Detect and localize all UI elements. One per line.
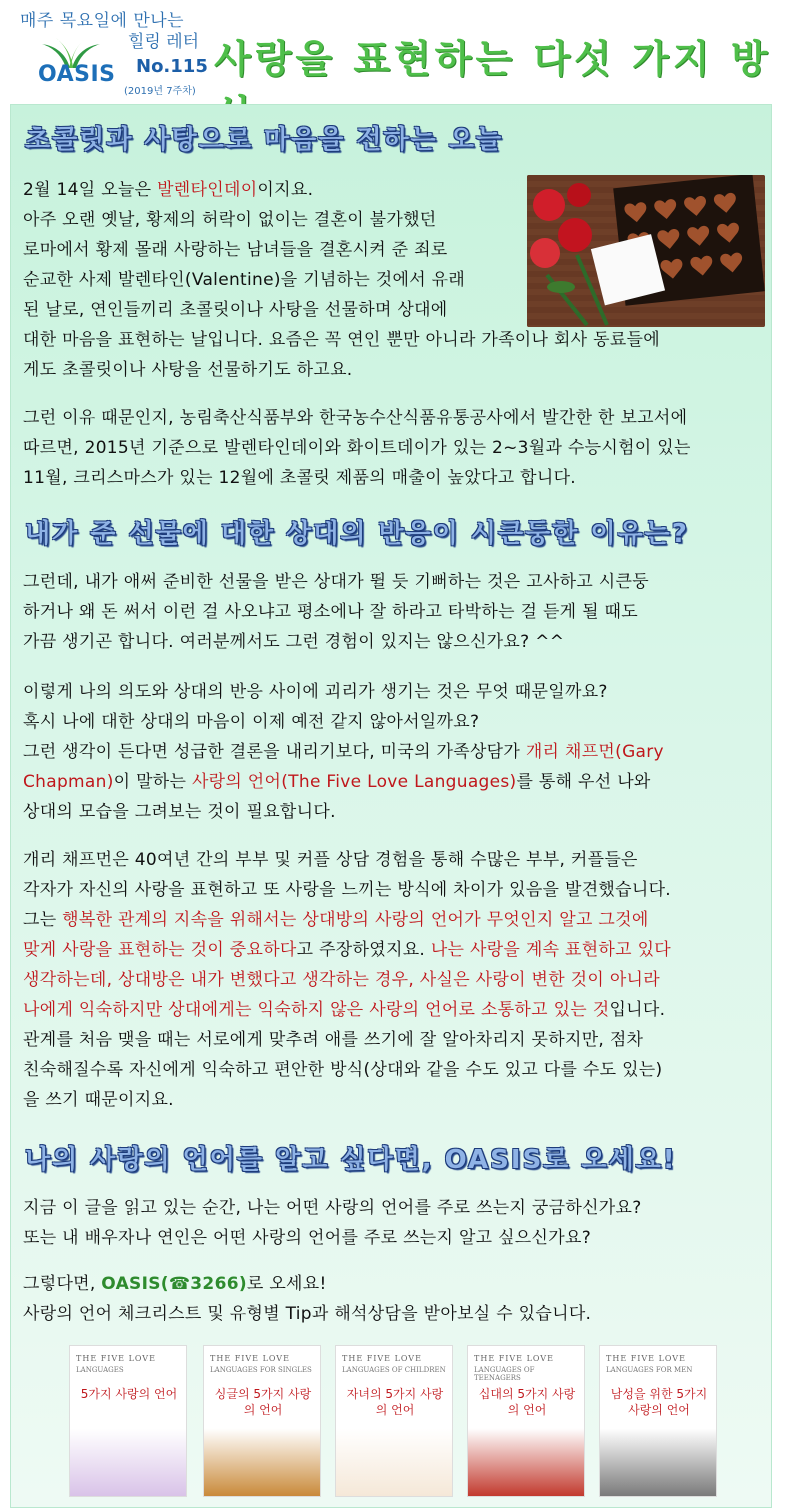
book-cover <box>69 1345 187 1497</box>
text-line <box>23 403 765 433</box>
text-segment: 그는 <box>23 910 63 930</box>
section-title-1: 초콜릿과 사탕으로 마음을 전하는 오늘 <box>25 125 504 155</box>
text-line <box>23 1025 765 1055</box>
text-segment: 관계를 처음 맺을 때는 서로에게 맞추려 애를 쓰기에 잘 알아차리지 못하지만, 점차 <box>23 1030 644 1050</box>
book-series-label: THE FIVE LOVE <box>76 1354 156 1363</box>
book-title: 자녀의 5가지 사랑의 언어 <box>346 1387 444 1417</box>
text-line <box>23 905 765 935</box>
book-title: 싱글의 5가지 사랑의 언어 <box>214 1387 312 1417</box>
text-line <box>23 295 765 325</box>
book-series-label-2: LANGUAGES OF CHILDREN <box>342 1366 446 1374</box>
text-segment: 상대의 모습을 그려보는 것이 필요합니다. <box>23 802 336 822</box>
logo-text: OASIS <box>38 62 116 87</box>
text-segment: OASIS(☎3266) <box>101 1274 247 1294</box>
text-segment: 따르면, 2015년 기준으로 발렌타인데이와 화이트데이가 있는 2~3월과 수능시험이 있는 <box>23 438 691 458</box>
text-segment: 맞게 사랑을 표현하는 것이 중요하다 <box>23 940 297 960</box>
book-cover <box>203 1345 321 1497</box>
book-cover <box>335 1345 453 1497</box>
book-title: 십대의 5가지 사랑의 언어 <box>478 1387 576 1417</box>
text-segment: 이 말하는 <box>113 772 192 792</box>
text-segment: 그런 생각이 든다면 성급한 결론을 내리기보다, 미국의 가족상담가 <box>23 742 526 762</box>
text-line <box>23 965 765 995</box>
text-segment: 친숙해질수록 자신에게 익숙하고 편안한 방식(상대와 같을 수도 있고 다를 수도 있는) <box>23 1060 663 1080</box>
text-segment: 그렇다면, <box>23 1274 102 1294</box>
text-line <box>23 597 765 627</box>
section-1-paragraph-1 <box>23 175 765 385</box>
section-2-paragraph-1 <box>23 567 765 657</box>
text-segment: 고 주장하였지요. <box>296 940 431 960</box>
section-2-paragraph-3 <box>23 845 765 1115</box>
text-line <box>23 1269 765 1299</box>
text-segment: 이지요. <box>257 180 314 200</box>
text-line <box>23 567 765 597</box>
text-segment: 하거나 왜 돈 써서 이런 걸 사오냐고 평소에나 잘 하라고 타박하는 걸 듣게 될 때도 <box>23 602 638 622</box>
text-segment: 그런 이유 때문인지, 농림축산식품부와 한국농수산식품유통공사에서 발간한 한 보고서에 <box>23 408 688 428</box>
book-series-label: THE FIVE LOVE <box>342 1354 422 1363</box>
book-series-label: THE FIVE LOVE <box>606 1354 686 1363</box>
text-line <box>23 1055 765 1085</box>
text-segment: Chapman) <box>23 772 114 792</box>
text-segment: 로마에서 황제 몰래 사랑하는 남녀들을 결혼시켜 준 죄로 <box>23 240 448 260</box>
text-line <box>23 175 765 205</box>
text-segment: 대한 마음을 표현하는 날입니다. 요즘은 꼭 연인 뿐만 아니라 가족이나 회사 동료들에 <box>23 330 660 350</box>
text-segment: 사랑의 언어 체크리스트 및 유형별 Tip과 해석상담을 받아보실 수 있습니다. <box>23 1304 592 1324</box>
text-segment: 행복한 관계의 지속을 위해서는 상대방의 사랑의 언어가 무엇인지 알고 그것에 <box>62 910 649 930</box>
section-1-paragraph-2 <box>23 403 765 493</box>
text-line <box>23 737 765 767</box>
issue-number: No.115 <box>136 56 208 77</box>
text-line <box>23 797 765 827</box>
book-series-label-2: LANGUAGES FOR SINGLES <box>210 1366 312 1374</box>
book-series-label: THE FIVE LOVE <box>474 1354 554 1363</box>
issue-date: (2019년 7주차) <box>124 86 196 97</box>
book-cover <box>599 1345 717 1497</box>
book-series-label-2: LANGUAGES FOR MEN <box>606 1366 693 1374</box>
text-line <box>23 433 765 463</box>
oasis-logo <box>26 32 116 92</box>
text-segment: 가끔 생기곤 합니다. 여러분께서도 그런 경험이 있지는 않으신가요? ^^ <box>23 632 565 652</box>
text-segment: 지금 이 글을 읽고 있는 순간, 나는 어떤 사랑의 언어를 주로 쓰는지 궁금하신가요? <box>23 1198 642 1218</box>
page-title: 사랑을 표현하는 다섯 가지 방 <box>214 37 772 81</box>
section-3-paragraph-2 <box>23 1269 765 1329</box>
section-2-paragraph-2 <box>23 677 765 827</box>
text-line <box>23 1223 765 1253</box>
book-series-label: THE FIVE LOVE <box>210 1354 290 1363</box>
text-line <box>23 767 765 797</box>
text-segment: 각자가 자신의 사랑을 표현하고 또 사랑을 느끼는 방식에 차이가 있음을 발견했습니다. <box>23 880 672 900</box>
section-title-3: 나의 사랑의 언어를 알고 싶다면, OASIS로 오세요! <box>25 1145 677 1175</box>
text-segment: 게도 초콜릿이나 사탕을 선물하기도 하고요. <box>23 360 353 380</box>
content-panel <box>10 104 772 1508</box>
text-segment: 아주 오랜 옛날, 황제의 허락이 없이는 결혼이 불가했던 <box>23 210 437 230</box>
header-line2: 힐링 레터 <box>128 32 200 52</box>
text-segment: 혹시 나에 대한 상대의 마음이 이제 예전 같지 않아서일까요? <box>23 712 480 732</box>
text-segment: 이렇게 나의 의도와 상대의 반응 사이에 괴리가 생기는 것은 무엇 때문일까요? <box>23 682 608 702</box>
book-series-label-2: LANGUAGES <box>76 1366 124 1374</box>
text-line <box>23 1193 765 1223</box>
text-segment: 개리 채프먼은 40여년 간의 부부 및 커플 상담 경험을 통해 수많은 부부, 커플들은 <box>23 850 638 870</box>
text-segment: 2월 14일 오늘은 <box>23 180 158 200</box>
book-title: 5가지 사랑의 언어 <box>80 1387 178 1401</box>
text-line <box>23 463 765 493</box>
text-line <box>23 1299 765 1329</box>
text-line <box>23 627 765 657</box>
book-title: 남성을 위한 5가지 사랑의 언어 <box>610 1387 708 1417</box>
text-line <box>23 677 765 707</box>
text-line <box>23 205 765 235</box>
header-line1: 매주 목요일에 만나는 <box>20 11 185 31</box>
text-line <box>23 707 765 737</box>
text-segment: 개리 채프먼(Gary <box>525 742 664 762</box>
text-segment: 나는 사랑을 계속 표현하고 있다 <box>430 940 672 960</box>
text-segment: 된 날로, 연인들끼리 초콜릿이나 사탕을 선물하며 상대에 <box>23 300 448 320</box>
text-segment: 사랑의 언어(The Five Love Languages) <box>191 772 517 792</box>
newsletter-header <box>0 0 786 100</box>
text-segment: 11월, 크리스마스가 있는 12월에 초콜릿 제품의 매출이 높았다고 합니다. <box>23 468 576 488</box>
text-segment: 를 통해 우선 나와 <box>516 772 651 792</box>
text-segment: 순교한 사제 발렌타인(Valentine)을 기념하는 것에서 유래 <box>23 270 466 290</box>
text-segment: 로 오세요! <box>246 1274 327 1294</box>
book-series-label-2: LANGUAGES OF TEENAGERS <box>474 1366 535 1382</box>
text-line <box>23 1085 765 1115</box>
text-line <box>23 235 765 265</box>
text-segment: 그런데, 내가 애써 준비한 선물을 받은 상대가 뛸 듯 기뻐하는 것은 고사하고 시큰둥 <box>23 572 649 592</box>
book-cover <box>467 1345 585 1497</box>
text-segment: 입니다. <box>609 1000 666 1020</box>
section-3-paragraph-1 <box>23 1193 765 1253</box>
text-line <box>23 935 765 965</box>
text-line <box>23 355 765 385</box>
text-line <box>23 265 765 295</box>
section-title-2: 내가 준 선물에 대한 상대의 반응이 시큰둥한 이유는? <box>25 519 689 549</box>
text-segment: 생각하는데, 상대방은 내가 변했다고 생각하는 경우, 사실은 사랑이 변한 것이 아니라 <box>23 970 660 990</box>
text-line <box>23 875 765 905</box>
text-line <box>23 995 765 1025</box>
text-segment: 발렌타인데이 <box>157 180 258 200</box>
text-segment: 나에게 익숙하지만 상대에게는 익숙하지 않은 사랑의 언어로 소통하고 있는 것 <box>23 1000 610 1020</box>
text-line <box>23 845 765 875</box>
text-segment: 또는 내 배우자나 연인은 어떤 사랑의 언어를 주로 쓰는지 알고 싶으신가요? <box>23 1228 592 1248</box>
text-segment: 을 쓰기 때문이지요. <box>23 1090 174 1110</box>
text-line <box>23 325 765 355</box>
